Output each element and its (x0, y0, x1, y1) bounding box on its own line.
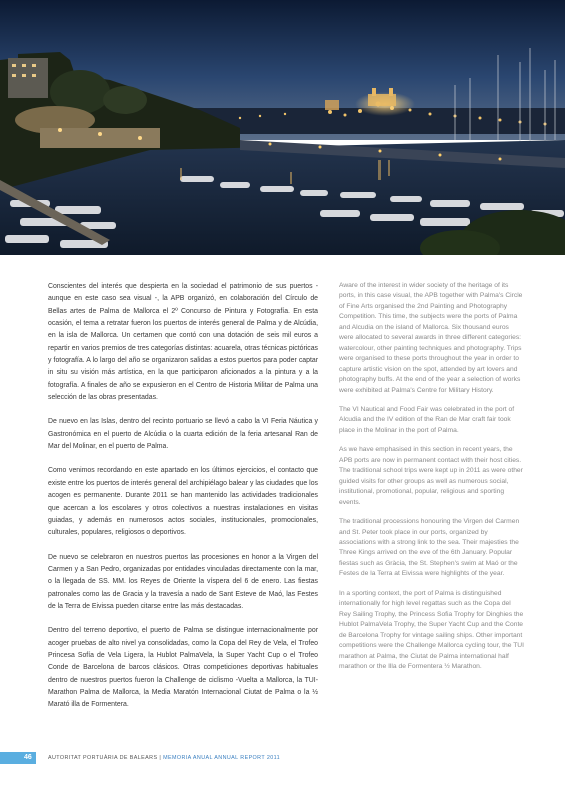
footer-report-title: MEMORIA ANUAL ANNUAL REPORT 2011 (163, 755, 281, 761)
paragraph-en-3: As we have emphasised in this section in recent years, the APB ports are now in permanent contact with their host cities. The traditional school trips were kept up in 2011 as were other guided visits for other groups as well as numerous social, institutional, promotional, popular, religious and sporting events. (339, 446, 523, 506)
paragraph-en-4: The traditional processions honouring the Virgen del Carmen and St. Peter took place in our ports, organized by associations with a strong link to the sea. Their majesties the Three Kings arrived on the eve of the 6th January. Popular fiestas such as Gràcia, the St. Stephen's swim at Maó or the Festes de la Terra at Eivissa were highlights of the year. (339, 518, 520, 578)
paragraph-es-5: Dentro del terreno deportivo, el puerto de Palma se distingue internacionalmente por acoger pruebas de alto nivel ya consolidadas, como la Copa del Rey de Vela, el Trofeo Princesa Sofía de Vela Ligera, la Hublot PalmaVela, la Super Yacht Cup o el Trofeo Conde de Barcelona de barcos clásicos. Otras competiciones deportivas habituales dentro de nuestros puertos fueron la Challenge de ciclismo -Vuelta a Mallorca, la TUI-Marathon Palma de Mallorca, la Media Maratón Internacional Ciutat de Palma o la ½ Marató illa de Formentera. (48, 627, 318, 709)
paragraph-es-2: De nuevo en las Islas, dentro del recinto portuario se llevó a cabo la VI Feria Náutica y Gastronómica en el puerto de Alcúdia o la cuarta edición de la feria artesanal Ran de Mar del Molinar, en el puerto de Palma. (48, 418, 318, 451)
page-number: 46 (24, 754, 32, 761)
paragraph-es-3: Como venimos recordando en este apartado en los últimos ejercicios, el contacto que existe entre los puertos de interés general del archipiélago balear y las ciudades que los acogen es permanente. Durante 2011 se han mantenido las actividades tradicionales que acercan a los escolares y otros colectivos a nuestras instalaciones en visitas guiadas, y además en numerosos actos sociales, institucionales, promocionales, culturales, populares, religiosos o deportivos. (48, 467, 318, 537)
paragraph-en-5: In a sporting context, the port of Palma is distinguished internationally for high level regattas such as the Copa del Rey Sailing Trophy, the Princess Sofia Trophy for Dinghies the Hublot PalmaVela Trophy, the Super Yacht Cup and the Conte de Barcelona Trophy for vintage sailing ships. Other important competitions were the Challenge Mallorca cycling tour, the TUI marathon at Palma, the Ciutat de Palma international half marathon or the Illa de Formentera ½ Marathon. (339, 589, 524, 670)
paragraph-en-1: Aware of the interest in wider society of the heritage of its ports, in this case visual, the APB together with Palma's Circle of Fine Arts organised the 2nd Painting and Photography Competition. This time, the subjects were the ports of Palma and Alcudia on the island of Mallorca. Six thousand euros were allocated to several awards in three different categories: watercolour, other painting techniques and photography. Trips were organised to these ports throughout the year in order to capture artistic vision on the spot, attended by art lovers and photography buffs. At the end of the year a selection of works were exhibited at Palma's Centre for Military History. (339, 282, 523, 394)
footer-publisher: AUTORITAT PORTUÀRIA DE BALEARS (48, 755, 158, 761)
footer-separator: | (159, 755, 162, 761)
paragraph-es-4: De nuevo se celebraron en nuestros puertos las procesiones en honor a la Virgen del Carmen y a San Pedro, organizadas por entidades vinculadas directamente con la mar, o la llegada de SS. MM. los Reyes de Oriente la víspera del 6 de enero. Las fiestas patronales como las de Gracia y la travesía a nado de Sant Esteve de Maó, las Festes de la Terra de Eivissa pueden citarse entre las más destacadas. (48, 553, 318, 610)
harbour-night-photo (0, 0, 565, 255)
english-text-column (339, 281, 524, 681)
spanish-text-column (48, 281, 318, 724)
paragraph-es-1: Conscientes del interés que despierta en la sociedad el patrimonio de sus puertos - aunque en este caso sea visual -, la APB organizó, en colaboración del Círculo de Bellas artes de Palma de Mallorca el 2º Concurso de Pintura y Fotografía. En esta ocasión, el tema a retratar fueron los puertos de interés general de Palma y de Alcúdia, en la isla de Mallorca. Un certamen que contó con una dotación de seis mil euros a repartir en varios premios de tres categorías distintas: acuarela, otras técnicas pictóricas y fotografía. A lo largo del año se organizaron salidas a estos puertos para poder captar in situ su visión más artística, en la que participaron aficionados a la pintura y a la fotografía. A finales de año se expusieron en el Centro de Historia Militar de Palma una selección de las obras presentadas. (48, 283, 319, 402)
running-footer (48, 752, 280, 764)
paragraph-en-2: The VI Nautical and Food Fair was celebrated in the port of Alcudia and the IV edition of the Ran de Mar craft fair took place in the Molinar in the port of Palma. (339, 405, 515, 434)
